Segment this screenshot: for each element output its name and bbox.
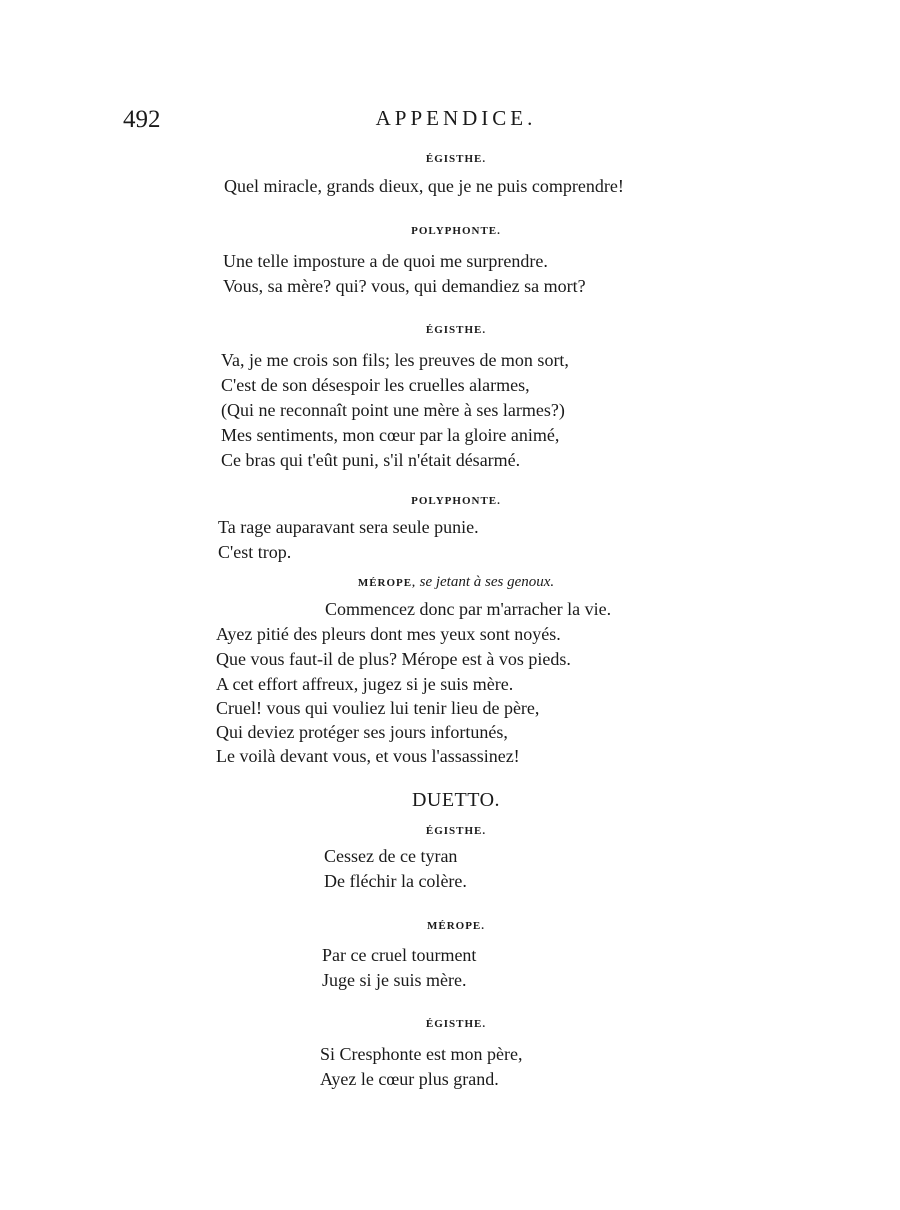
verse-line: Vous, sa mère? qui? vous, qui demandiez sa mort? (223, 276, 586, 296)
verse-line: (Qui ne reconnaît point une mère à ses larmes?) (221, 400, 565, 420)
verse-line: Juge si je suis mère. (322, 970, 467, 990)
verse-line: Ce bras qui t'eût puni, s'il n'était désarmé. (221, 450, 521, 470)
verse-line: Que vous faut-il de plus? Mérope est à vos pieds. (216, 649, 571, 669)
verse-line: Mes sentiments, mon cœur par la gloire animé, (221, 425, 560, 445)
running-head: APPENDICE. (375, 106, 537, 130)
speaker-name: ÉGISTHE. (425, 1018, 487, 1030)
speaker-name: MÉROPE. (426, 920, 486, 932)
verse-line: C'est de son désespoir les cruelles alarmes, (221, 375, 530, 395)
speaker-name: POLYPHONTE. (411, 495, 501, 507)
speaker-name: POLYPHONTE. (411, 225, 501, 237)
verse-line: Si Cresphonte est mon père, (320, 1044, 523, 1064)
page-number: 492 (123, 106, 161, 133)
speaker-name: MÉROPE, (357, 577, 416, 589)
verse-line: Le voilà devant vous, et vous l'assassinez! (216, 746, 520, 766)
verse-line: Ayez le cœur plus grand. (320, 1069, 499, 1089)
speaker-name: ÉGISTHE. (425, 825, 487, 837)
verse-line: Va, je me crois son fils; les preuves de mon sort, (221, 350, 569, 370)
speaker-line (0, 574, 900, 591)
verse-line: A cet effort affreux, jugez si je suis mère. (216, 674, 514, 694)
verse-line: Commencez donc par m'arracher la vie. (325, 599, 612, 619)
verse-line: C'est trop. (218, 542, 292, 562)
stage-direction: se jetant à ses genoux. (419, 574, 555, 590)
verse-line: Cruel! vous qui vouliez lui tenir lieu de père, (216, 698, 540, 718)
verse-line: Ayez pitié des pleurs dont mes yeux sont noyés. (216, 624, 561, 644)
speaker-name: ÉGISTHE. (425, 324, 487, 336)
verse-line: Cessez de ce tyran (324, 846, 458, 866)
verse-line: Une telle imposture a de quoi me surprendre. (223, 251, 548, 271)
verse-line: Par ce cruel tourment (322, 945, 477, 965)
verse-line: Quel miracle, grands dieux, que je ne puis comprendre! (224, 176, 624, 196)
verse-line: Ta rage auparavant sera seule punie. (218, 517, 479, 537)
speaker-name: ÉGISTHE. (425, 153, 487, 165)
section-title: DUETTO. (411, 789, 501, 811)
verse-line: Qui deviez protéger ses jours infortunés, (216, 722, 508, 742)
verse-line: De fléchir la colère. (324, 871, 467, 891)
